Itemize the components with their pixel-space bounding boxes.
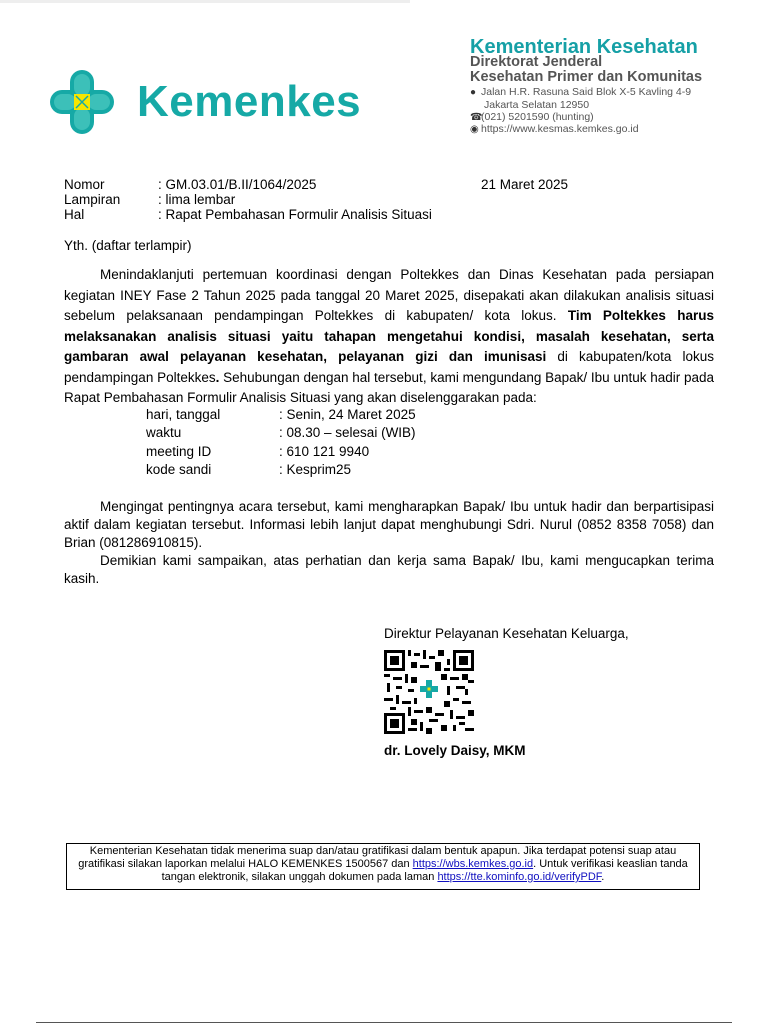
detail-label-passcode: kode sandi [146,462,212,477]
phone-icon: ☎ [470,112,483,123]
detail-label-meeting-id: meeting ID [146,444,212,459]
address-line1 [470,86,691,98]
nomor-value: : GM.03.01/B.II/1064/2025 [158,177,317,192]
paragraph-2: Mengingat pentingnya acara tersebut, kami mengharapkan Bapak/ Ibu untuk hadir dan berpartisipasi aktif dalam kegiatan tersebut. Informasi lebih lanjut dapat menghubungi Sdri. Nurul (0852 8358 7058) dan Brian (081286910815). [64,499,714,550]
lampiran-value: : lima lembar [158,192,236,207]
hal-value: : Rapat Pembahasan Formulir Analisis Situasi [158,207,432,222]
detail-value-time: : 08.30 – selesai (WIB) [279,425,416,440]
phone-text: (021) 5201590 (hunting) [481,111,594,123]
website-line [470,123,639,135]
notice-text-3: . [601,871,605,883]
bottom-rule [36,1022,732,1023]
kemenkes-logo-icon [44,68,120,136]
detail-value-meeting-id: : 610 121 9940 [279,444,370,459]
notice-text-1: Kementerian Kesehatan tidak menerima suap dan/atau gratifikasi dalam bentuk apapun. Jika terdapat potensi suap atau gratifikasi silakan laporkan melalui HALO KEMENKES 1500567 dan [78,845,677,870]
directorate-line1: Direktorat Jenderal [470,54,603,70]
paragraph-1-text-2: di kabupaten/kota lokus pendampingan Poltekkes [64,349,714,385]
paragraph-1 [64,265,714,409]
phone-line [470,111,594,123]
website-text: https://www.kesmas.kemkes.go.id [481,123,639,135]
top-edge-line [0,0,410,3]
qr-code-signature [384,650,474,734]
paragraph-1-text-3: Sehubungan dengan hal tersebut, kami mengundang Bapak/ Ibu untuk hadir pada Rapat Pembahasan Formulir Analisis Situasi yang akan diselenggarakan pada: [64,369,715,405]
hal-label: Hal [64,207,85,222]
notice-text-2: . Untuk verifikasi keaslian tanda tangan elektronik, silakan unggah dokumen pada laman [161,858,688,883]
signatory-name: dr. Lovely Daisy, MKM [384,743,526,758]
nomor-label: Nomor [64,177,105,192]
paragraph-1-bold: Tim Poltekkes harus melaksanakan analisis situasi yaitu tahapan mengetahui kondisi, masalah kesehatan, serta gambaran awal pelayanan kesehatan, pelayanan gizi dan imunisasi [64,308,714,364]
verify-pdf-link[interactable]: https://tte.kominfo.go.id/verifyPDF [437,871,602,883]
address-line2: Jakarta Selatan 12950 [484,99,590,111]
wbs-link[interactable]: https://wbs.kemkes.go.id [412,858,534,870]
signature-title: Direktur Pelayanan Kesehatan Keluarga, [384,626,629,641]
ministry-title: Kementerian Kesehatan [470,36,698,58]
kemenkes-wordmark: Kemenkes [137,77,362,126]
globe-icon: ◉ [470,124,479,135]
letter-date: 21 Maret 2025 [481,177,569,192]
paragraph-1-text: Menindaklanjuti pertemuan koordinasi dengan Poltekkes dan Dinas Kesehatan pada persiapan kegiatan INEY Fase 2 Tahun 2025 pada tanggal 20 Maret 2025, disepakati akan dilakukan analisis situasi sebelum pelaksanaan pendampingan Poltekkes di kabupaten/ kota lokus. [64,267,714,323]
anti-gratification-notice [66,843,700,890]
detail-value-date: : Senin, 24 Maret 2025 [279,407,416,422]
addressee: Yth. (daftar terlampir) [64,238,192,253]
detail-label-date: hari, tanggal [146,407,221,422]
detail-value-passcode: : Kesprim25 [279,462,352,477]
location-pin-icon: ● [470,87,477,98]
lampiran-label: Lampiran [64,192,121,207]
paragraph-1-dot: . [215,369,220,385]
detail-label-time: waktu [146,425,182,440]
directorate-line2: Kesehatan Primer dan Komunitas [470,69,703,85]
address-text: Jalan H.R. Rasuna Said Blok X-5 Kavling 4-9 [481,86,692,98]
paragraph-3: Demikian kami sampaikan, atas perhatian dan kerja sama Bapak/ Ibu, kami mengucapkan terima kasih. [64,553,714,586]
